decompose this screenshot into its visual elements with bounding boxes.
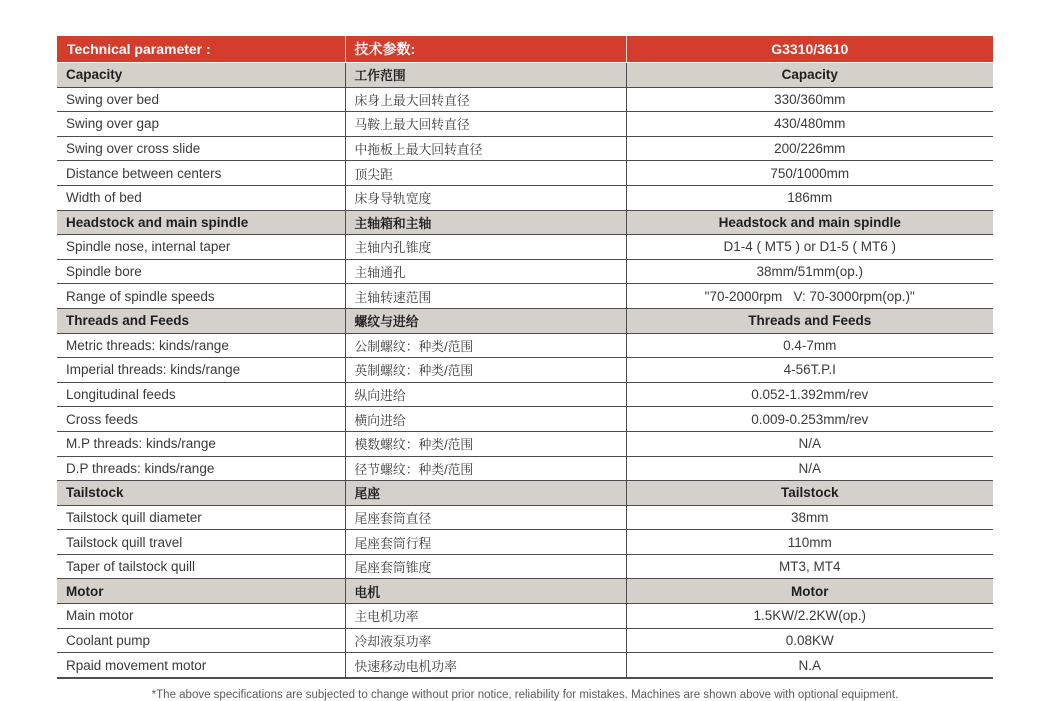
param-value: Motor — [626, 579, 993, 604]
param-name-cn: 英制螺纹：种类/范围 — [345, 358, 626, 383]
param-name-cn: 主电机功率 — [345, 604, 626, 629]
param-value: MT3, MT4 — [626, 554, 993, 579]
param-name-en: D.P threads: kinds/range — [57, 456, 345, 481]
param-value: 0.08KW — [626, 628, 993, 653]
table-row — [57, 407, 993, 432]
param-name-cn: 尾座 — [345, 481, 626, 506]
table-row — [57, 530, 993, 555]
table-row — [57, 382, 993, 407]
table-row — [57, 653, 993, 678]
table-row — [57, 235, 993, 260]
param-name-en: Swing over gap — [57, 112, 345, 137]
param-name-cn: 冷却液泵功率 — [345, 628, 626, 653]
param-value: N/A — [626, 431, 993, 456]
param-name-en: Coolant pump — [57, 628, 345, 653]
param-name-en: Range of spindle speeds — [57, 284, 345, 309]
param-name-cn: 中拖板上最大回转直径 — [345, 136, 626, 161]
param-value: 4-56T.P.I — [626, 358, 993, 383]
param-name-cn: 主轴转速范围 — [345, 284, 626, 309]
param-value: 750/1000mm — [626, 161, 993, 186]
param-name-en: Swing over bed — [57, 87, 345, 112]
param-value: 110mm — [626, 530, 993, 555]
section-row — [57, 481, 993, 506]
table-row — [57, 604, 993, 629]
param-name-cn: 主轴内孔锥度 — [345, 235, 626, 260]
param-name-en: Taper of tailstock quill — [57, 554, 345, 579]
param-value: 430/480mm — [626, 112, 993, 137]
param-value: 186mm — [626, 185, 993, 210]
param-name-cn: 尾座套筒行程 — [345, 530, 626, 555]
param-name-cn: 公制螺纹：种类/范围 — [345, 333, 626, 358]
param-value: 0.4-7mm — [626, 333, 993, 358]
param-value: 200/226mm — [626, 136, 993, 161]
param-name-en: Main motor — [57, 604, 345, 629]
table-body — [57, 63, 993, 678]
param-value: 38mm/51mm(op.) — [626, 259, 993, 284]
table-row — [57, 136, 993, 161]
param-name-cn: 马鞍上最大回转直径 — [345, 112, 626, 137]
table-row — [57, 259, 993, 284]
param-name-en: Cross feeds — [57, 407, 345, 432]
param-name-cn: 主轴通孔 — [345, 259, 626, 284]
section-row — [57, 579, 993, 604]
header-model-number: G3310/3610 — [626, 36, 993, 63]
param-value: 0.052-1.392mm/rev — [626, 382, 993, 407]
param-name-cn: 工作范围 — [345, 63, 626, 88]
param-name-cn: 主轴箱和主轴 — [345, 210, 626, 235]
table-row — [57, 358, 993, 383]
table-row — [57, 284, 993, 309]
param-name-cn: 横向进给 — [345, 407, 626, 432]
param-name-en: Distance between centers — [57, 161, 345, 186]
param-value: 1.5KW/2.2KW(op.) — [626, 604, 993, 629]
table-row — [57, 161, 993, 186]
param-value: Threads and Feeds — [626, 308, 993, 333]
param-value: Tailstock — [626, 481, 993, 506]
param-name-cn: 床身导轨宽度 — [345, 185, 626, 210]
param-name-en: Longitudinal feeds — [57, 382, 345, 407]
param-value: Headstock and main spindle — [626, 210, 993, 235]
param-name-en: Rpaid movement motor — [57, 653, 345, 678]
param-value: 330/360mm — [626, 87, 993, 112]
table-row — [57, 456, 993, 481]
param-name-en: Capacity — [57, 63, 345, 88]
table-row — [57, 333, 993, 358]
param-name-cn: 尾座套筒锥度 — [345, 554, 626, 579]
section-row — [57, 63, 993, 88]
param-name-en: Spindle bore — [57, 259, 345, 284]
table-row — [57, 505, 993, 530]
param-name-cn: 径节螺纹：种类/范围 — [345, 456, 626, 481]
param-name-en: Tailstock quill diameter — [57, 505, 345, 530]
param-value: "70-2000rpm V: 70-3000rpm(op.)" — [626, 284, 993, 309]
param-value: N/A — [626, 456, 993, 481]
param-name-cn: 快速移动电机功率 — [345, 653, 626, 678]
param-name-en: Swing over cross slide — [57, 136, 345, 161]
param-name-en: Imperial threads: kinds/range — [57, 358, 345, 383]
param-name-cn: 纵向进给 — [345, 382, 626, 407]
param-name-en: Threads and Feeds — [57, 308, 345, 333]
section-row — [57, 210, 993, 235]
param-name-cn: 床身上最大回转直径 — [345, 87, 626, 112]
param-name-en: Metric threads: kinds/range — [57, 333, 345, 358]
table-row — [57, 554, 993, 579]
param-name-cn: 螺纹与进给 — [345, 308, 626, 333]
param-value: 0.009-0.253mm/rev — [626, 407, 993, 432]
header-technical-parameter: Technical parameter : — [57, 36, 345, 63]
table-row — [57, 431, 993, 456]
table-row — [57, 87, 993, 112]
param-name-en: Spindle nose, internal taper — [57, 235, 345, 260]
table-row — [57, 185, 993, 210]
param-name-en: Width of bed — [57, 185, 345, 210]
param-name-en: Motor — [57, 579, 345, 604]
table-row — [57, 628, 993, 653]
param-name-en: M.P threads: kinds/range — [57, 431, 345, 456]
header-chinese-title: 技术参数: — [345, 36, 626, 63]
param-name-en: Headstock and main spindle — [57, 210, 345, 235]
technical-parameter-table — [57, 36, 993, 679]
param-name-cn: 尾座套筒直径 — [345, 505, 626, 530]
table-header-row — [57, 36, 993, 63]
param-name-cn: 模数螺纹：种类/范围 — [345, 431, 626, 456]
section-row — [57, 308, 993, 333]
footnote-disclaimer: *The above specifications are subjected to change without prior notice, reliability for mistakes. Machines are shown above with optional equipment. — [151, 689, 899, 701]
param-name-cn: 电机 — [345, 579, 626, 604]
param-value: N.A — [626, 653, 993, 678]
param-value: D1-4 ( MT5 ) or D1-5 ( MT6 ) — [626, 235, 993, 260]
param-value: Capacity — [626, 63, 993, 88]
param-value: 38mm — [626, 505, 993, 530]
table-row — [57, 112, 993, 137]
param-name-cn: 顶尖距 — [345, 161, 626, 186]
param-name-en: Tailstock quill travel — [57, 530, 345, 555]
param-name-en: Tailstock — [57, 481, 345, 506]
